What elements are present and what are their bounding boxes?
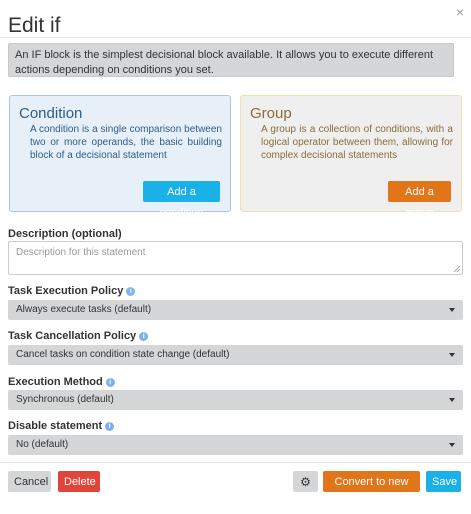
- caret-down-icon: [449, 308, 455, 312]
- group-card-text: A group is a collection of conditions, with a logical operator between them, allowing for complex decisional statements: [261, 124, 453, 161]
- task-execution-policy-label: [8, 285, 135, 297]
- info-icon[interactable]: i: [105, 422, 114, 431]
- group-card-title: Group: [250, 105, 292, 122]
- task-cancellation-policy-value: Cancel tasks on condition state change (default): [16, 349, 230, 360]
- task-cancellation-policy-label: [8, 330, 148, 342]
- header-divider: [0, 37, 471, 38]
- cancel-button[interactable]: Cancel: [8, 471, 51, 492]
- intro-panel: An IF block is the simplest decisional block available. It allows you to execute different actions depending on conditions you set.: [8, 43, 454, 77]
- task-execution-policy-value: Always execute tasks (default): [16, 304, 152, 315]
- execution-method-select[interactable]: [8, 390, 463, 410]
- close-icon[interactable]: ×: [455, 4, 465, 20]
- add-group-button[interactable]: Add a group: [388, 181, 451, 202]
- gear-icon[interactable]: ⚙: [293, 471, 318, 492]
- task-execution-policy-select[interactable]: [8, 300, 463, 320]
- resize-grip-icon[interactable]: [454, 266, 460, 272]
- convert-to-new-group-button[interactable]: Convert to new group: [323, 471, 420, 492]
- dialog-title: Edit if: [8, 14, 61, 37]
- condition-card-text: A condition is a single comparison between two or more operands, the basic building block of a decisional statement: [30, 124, 222, 161]
- caret-down-icon: [449, 398, 455, 402]
- task-cancellation-policy-label-text: Task Cancellation Policy: [8, 330, 137, 342]
- delete-button[interactable]: Delete: [58, 471, 100, 492]
- condition-card: [9, 95, 231, 219]
- description-field[interactable]: [8, 241, 463, 275]
- description-label: Description (optional): [8, 228, 122, 240]
- disable-statement-select[interactable]: [8, 435, 463, 455]
- description-placeholder: Description for this statement: [16, 247, 146, 258]
- task-execution-policy-label-text: Task Execution Policy: [8, 285, 124, 297]
- info-icon[interactable]: i: [139, 332, 148, 341]
- add-condition-button[interactable]: Add a condition: [143, 181, 220, 202]
- caret-down-icon: [449, 443, 455, 447]
- disable-statement-label-text: Disable statement: [8, 420, 103, 432]
- info-icon[interactable]: i: [106, 378, 115, 387]
- disable-statement-label: [8, 420, 114, 432]
- group-card: [240, 95, 462, 219]
- disable-statement-value: No (default): [16, 439, 69, 450]
- info-icon[interactable]: i: [126, 287, 135, 296]
- execution-method-label: [8, 376, 115, 388]
- execution-method-value: Synchronous (default): [16, 394, 114, 405]
- task-cancellation-policy-select[interactable]: [8, 345, 463, 365]
- footer-divider: [0, 462, 471, 463]
- save-button[interactable]: Save: [426, 471, 461, 492]
- execution-method-label-text: Execution Method: [8, 376, 103, 388]
- caret-down-icon: [449, 353, 455, 357]
- condition-card-title: Condition: [19, 105, 83, 122]
